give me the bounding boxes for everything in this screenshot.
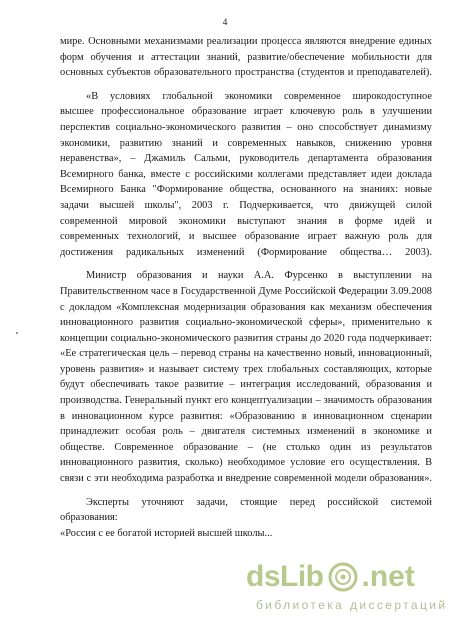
text-line: производства. Генеральный пункт его концептуализации – значимость образования — [60, 395, 432, 407]
text-line: Всемирного Банка "Формирование общества, основанного на знаниях: новые — [60, 184, 432, 196]
text-line: «Ее стратегическая цель – перевод страны на качественно новый, инновационный, — [60, 348, 432, 360]
watermark — [238, 556, 448, 618]
scan-speck — [16, 332, 18, 334]
disc-logo-icon — [328, 562, 358, 592]
page-number: 4 — [222, 18, 228, 28]
watermark-brand-row — [246, 560, 415, 594]
watermark-brand: dsLib — [246, 560, 324, 593]
text-line: неравенства», – Джамиль Сальми, руководитель департамента образования — [60, 153, 432, 165]
text-line: Всемирного банка, вместе с российскими коллегами представляет идеи доклада — [60, 168, 432, 180]
text-line: принадлежит особая роль – двигателя системных изменений в экономике и — [60, 426, 432, 438]
text-line: современных технологий, и высшее образование играет важную роль для — [60, 231, 432, 243]
paragraph-4 — [60, 495, 432, 542]
text-line: с докладом «Комплексная модернизация образования как механизм обеспечения — [60, 301, 432, 313]
text-line: экономики, развитию знаний и современных навыков, снижению уровня — [60, 137, 432, 149]
text-line: Правительственном часе в Государственной Думе Российской Федерации 3.09.2008 — [60, 285, 432, 297]
text-line: современной мировой экономики выступают знания в форме идей и — [60, 215, 432, 227]
text-line: уровень развития» и называет систему трех глобальных составляющих, которые — [60, 363, 432, 375]
text-line: задачи высшей школы", 2003 г. Подчеркивается, что движущей силой — [60, 199, 432, 211]
text-line: основных субъектов образовательного пространства (студентов и преподавателей). — [60, 67, 432, 79]
text-line: инновационного развития социально-экономической сферы», применительно к — [60, 317, 432, 329]
text-line: инновационного развития, сколько) необходимое условие его осуществления. В — [60, 457, 432, 469]
text-line: перспектив социально-экономического развития – оно способствует динамизму — [60, 121, 432, 133]
text-line: мире. Основными механизмами реализации процесса являются внедрение единых — [60, 36, 432, 47]
text-line: достижения радикальных изменений (Формирование общества… 2003). — [60, 246, 432, 258]
text-line: связи с эти необходима разработка и внедрение современной модели образования». — [60, 473, 432, 485]
text-line: обществе. Современное образование – (не столько один из результатов — [60, 441, 432, 453]
text-line: Эксперты уточняют задачи, стоящие перед российской системой образования: — [60, 496, 432, 524]
text-line: концепции социально-экономического развития страны до 2020 года подчеркивает: — [60, 332, 432, 344]
text-line: высшее профессиональное образование играет ключевую роль в улучшении — [60, 106, 432, 118]
paragraph-1 — [60, 34, 432, 81]
text-body — [60, 34, 432, 541]
text-line: «Россия с ее богатой историей высшей школы... — [60, 527, 273, 539]
paragraph-2 — [60, 89, 432, 261]
watermark-tagline: библиотека диссертаций — [256, 598, 448, 612]
text-line: в инновационном курсе развития: «Образованию в инновационном сценарии — [60, 410, 432, 422]
text-line: Министр образования и науки А.А. Фурсенко в выступлении на — [86, 270, 432, 282]
paragraph-3 — [60, 268, 432, 486]
watermark-suffix: .net — [361, 560, 415, 593]
text-line: будут обеспечивать такое развитие – интеграция исследований, образования и — [60, 379, 432, 391]
scan-speck — [152, 407, 154, 409]
text-line: «В условиях глобальной экономики современное широкодоступное — [86, 90, 432, 102]
text-line: форм обучения и аттестации знаний, развитие/обеспечение мобильности для — [60, 51, 432, 63]
